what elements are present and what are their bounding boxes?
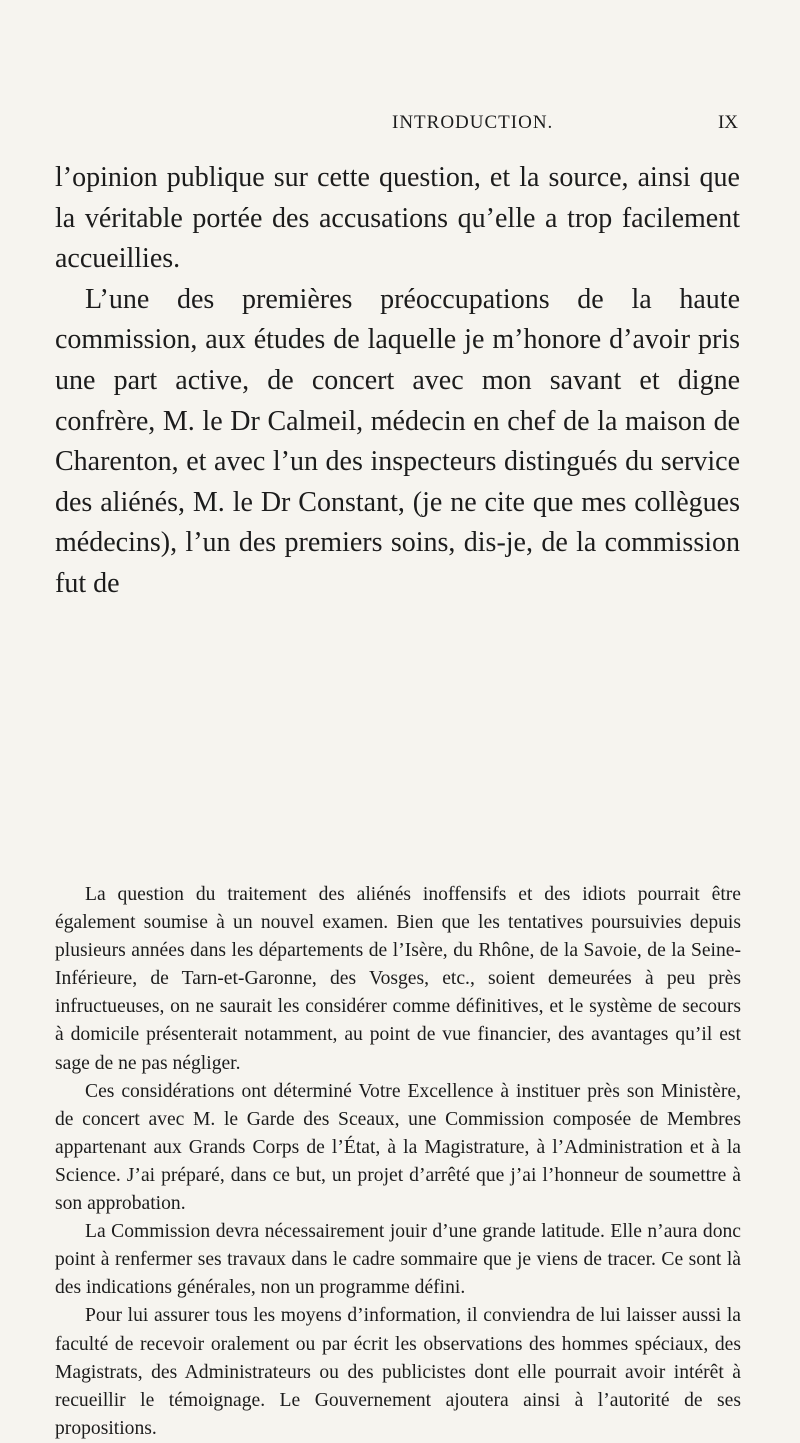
page-header bbox=[0, 112, 800, 136]
footnote-paragraph: Pour lui assurer tous les moyens d’information, il conviendra de lui laisser aussi la faculté de recevoir oralement ou par écrit les observations des hommes spéciaux, des Magistrats, des Administrateurs ou des publicistes dont elle pourrait avoir intérêt à recueillir le témoignage. Le Gouvernement ajoutera ainsi à l’autorité de ses propositions. bbox=[55, 1305, 741, 1439]
main-text bbox=[55, 158, 740, 605]
footnote bbox=[55, 881, 741, 1443]
main-paragraph: l’opinion publique sur cette question, et la source, ainsi que la véritable portée des accusations qu’elle a trop facilement accueillies. bbox=[55, 162, 740, 275]
page-number: IX bbox=[717, 112, 738, 133]
main-paragraph: L’une des premières préoccupations de la haute commission, aux études de laquelle je m’honore d’avoir pris une part active, de concert avec mon savant et digne confrère, M. le Dr Calmeil, médecin en chef de la maison de Charenton, et avec l’un des inspecteurs distingués du service des aliénés, M. le Dr Constant, (je ne cite que mes collègues médecins), l’un des premiers soins, dis-je, de la commission fut de bbox=[55, 283, 740, 599]
footnote-paragraph: Ces considérations ont déterminé Votre Excellence à instituer près son Ministère, de concert avec M. le Garde des Sceaux, une Commission composée de Membres appartenant aux Grands Corps de l’État, à la Magistrature, à l’Administration et à la Science. J’ai préparé, dans ce but, un projet d’arrêté que j’ai l’honneur de soumettre à son approbation. bbox=[55, 1080, 741, 1215]
running-title: INTRODUCTION. bbox=[392, 112, 554, 133]
footnote-paragraph: La question du traitement des aliénés inoffensifs et des idiots pourrait être également soumise à un nouvel examen. Bien que les tentatives poursuivies depuis plusieurs années dans les départements de l’Isère, du Rhône, de la Savoie, de la Seine-Inférieure, de Tarn-et-Garonne, des Vosges, etc., soient demeurées à peu près infructueuses, on ne saurait les considérer comme définitives, et le système de secours à domicile présenterait notamment, au point de vue financier, des avantages qu’il est sage de ne pas négliger. bbox=[55, 884, 741, 1074]
footnote-paragraph: La Commission devra nécessairement jouir d’une grande latitude. Elle n’aura donc point à renfermer ses travaux dans le cadre sommaire que je viens de tracer. Ce sont là des indications générales, non un programme défini. bbox=[55, 1221, 741, 1299]
